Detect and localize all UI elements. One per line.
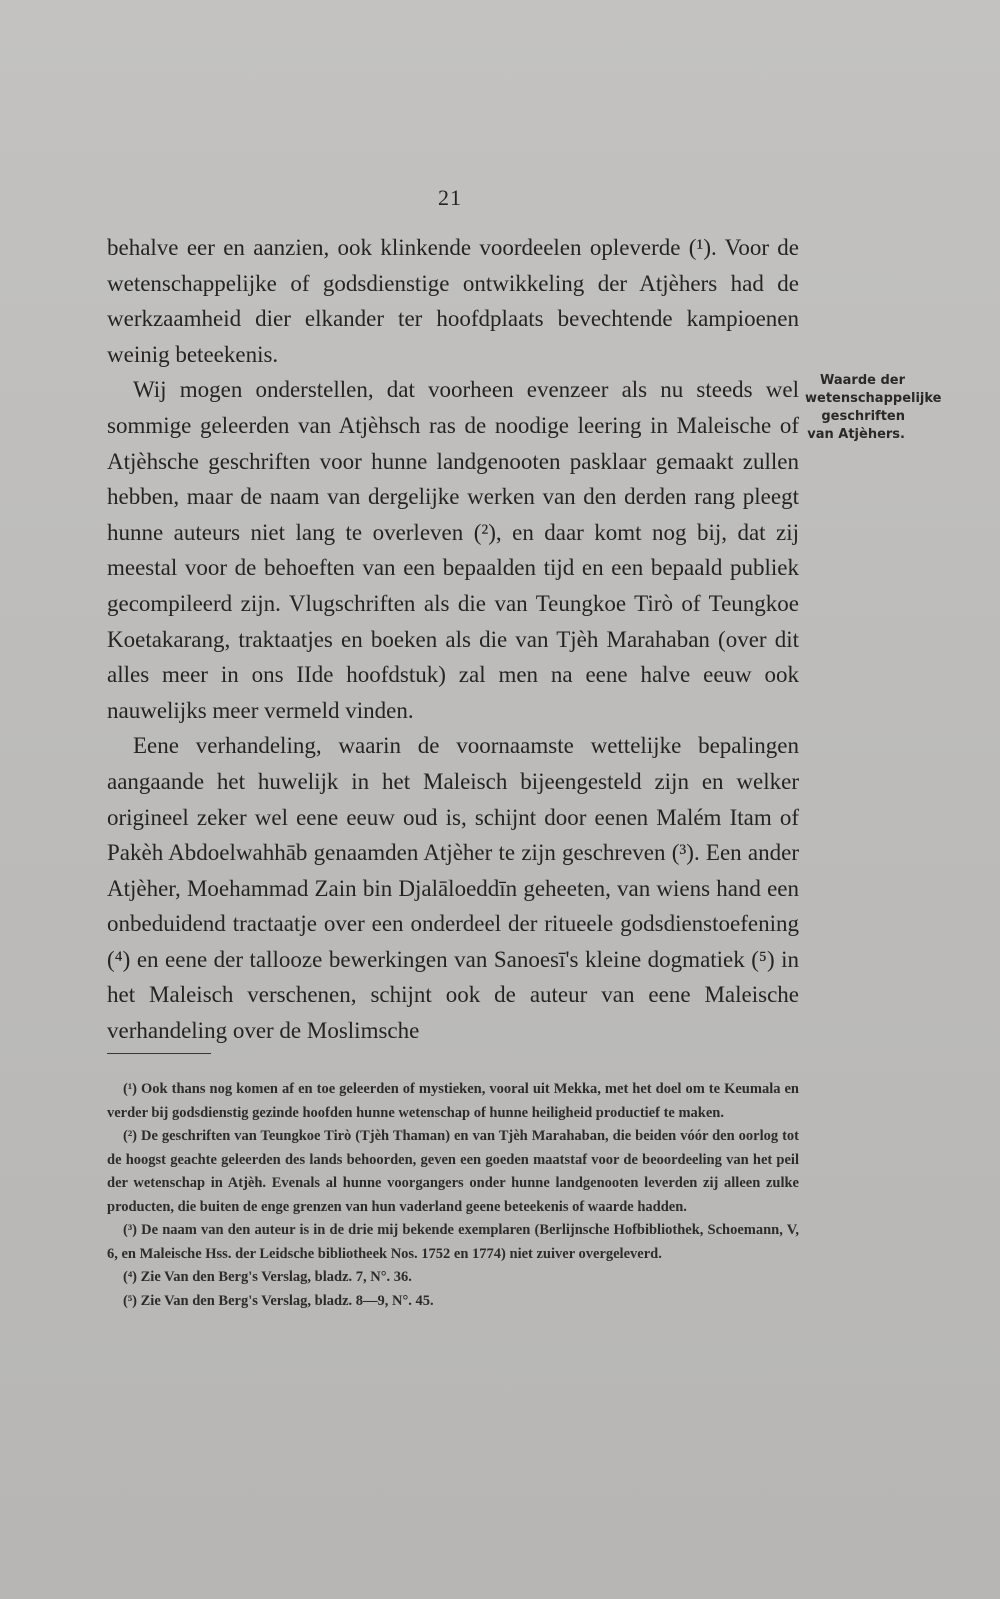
footnote-3: (³) De naam van den auteur is in de drie mij bekende exemplaren (Berlijnsche Hofbibliothek, Schoemann, V, 6, en Maleische Hss. der Leidsche bibliotheek Nos. 1752 en 1774) niet zuiver overgeleverd. (107, 1222, 799, 1262)
footnote-1: (¹) Ook thans nog komen af en toe geleerden of mystieken, vooral uit Mekka, met het doel om te Keumala en verder bij godsdienstig gezinde hoofden hunne wetenschap of hunne heiligheid productief te maken. (107, 1081, 799, 1121)
main-text (107, 230, 799, 1049)
footnote-divider (107, 1053, 211, 1054)
paragraph-2: Wij mogen onderstellen, dat voorheen evenzeer als nu steeds wel sommige geleerden van Atjèhsch ras de noodige leering in Maleische of Atjèhsche geschriften voor hunne landgenooten pasklaar gemaakt zullen hebben, maar de naam van dergelijke werken van den derden rang pleegt hunne auteurs niet lang te overleven (²), en daar komt nog bij, dat zij meestal voor de behoeften van een bepaalden tijd en een bepaald publiek gecompileerd zijn. Vlugschriften als die van Teungkoe Tirò of Teungkoe Koetakarang, traktaatjes en boeken als die van Tjèh Marahaban (over dit alles meer in ons IIde hoofdstuk) zal men na eene halve eeuw ook nauwelijks meer vermeld vinden. (107, 377, 799, 723)
marginal-note: Waarde der wetenschappelijke geschriften van Atjèhers. (805, 373, 942, 442)
paragraph-3: Eene verhandeling, waarin de voornaamste wettelijke bepalingen aangaande het huwelijk in het Maleisch bijeengesteld zijn en welker origineel zeker wel eene eeuw oud is, schijnt door eenen Malém Itam of Pakèh Abdoelwahhāb genaamden Atjèher te zijn geschreven (³). Een ander Atjèher, Moehammad Zain bin Djalāloeddīn geheeten, van wiens hand een onbeduidend tractaatje over een onderdeel der ritueele godsdienstoefening (⁴) en eene der tallooze bewerkingen van Sanoesī's kleine dogmatiek (⁵) in het Maleisch verschenen, schijnt ook de auteur van eene Maleische verhandeling over de Moslimsche (107, 733, 799, 1044)
footnote-5: (⁵) Zie Van den Berg's Verslag, bladz. 8—9, N°. 45. (123, 1292, 434, 1309)
paragraph-1: behalve eer en aanzien, ook klinkende voordeelen opleverde (¹). Voor de wetenschappelijke of godsdienstige ontwikkeling der Atjèhers had de werkzaamheid dier elkander ter hoofdplaats bevechtende kampioenen weinig beteekenis. (107, 235, 799, 367)
page-number: 21 (438, 185, 462, 210)
footnote-4: (⁴) Zie Van den Berg's Verslag, bladz. 7, N°. 36. (123, 1269, 412, 1285)
footnotes (107, 1078, 799, 1313)
footnote-2: (²) De geschriften van Teungkoe Tirò (Tjèh Thaman) en van Tjèh Marahaban, die beiden vóór den oorlog tot de hoogst geachte geleerden des lands behoorden, geven een goeden maatstaf voor de beoordeeling van het peil der wetenschap in Atjèh. Evenals al hunne voorgangers onder hunne landgenooten leverden zij alleen zulke producten, die buiten de enge grenzen van hun vaderland geene beteekenis of waarde hadden. (107, 1128, 799, 1215)
